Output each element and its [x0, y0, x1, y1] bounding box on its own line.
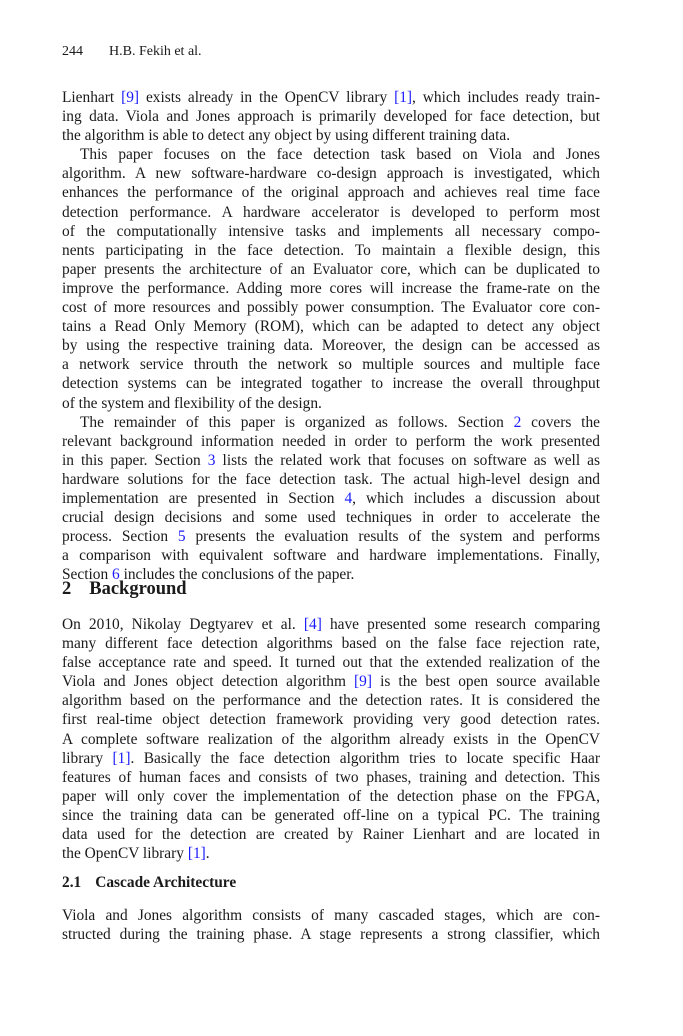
text-segment: a comparison with equivalent software and hardware implementations. Finally,: [62, 547, 600, 565]
text-line: [62, 126, 600, 145]
text-line: [62, 825, 600, 844]
text-segment: crucial design decisions and some used techniques in order to accelerate the: [62, 509, 600, 527]
citation-link[interactable]: [9]: [121, 89, 140, 106]
text-line: [62, 653, 600, 672]
section-title: Background: [89, 579, 187, 599]
text-line: [62, 546, 600, 565]
text-segment: This paper focuses on the face detection task based on Viola and Jones: [80, 146, 600, 164]
text-segment: enhances the performance of the original approach and achieves real time face: [62, 184, 600, 202]
text-segment: nents participating in the face detection. To maintain a flexible design, this: [62, 241, 600, 259]
text-segment: algorithm. A new software-hardware co-design approach is investigated, which: [62, 165, 600, 183]
text-segment: Viola and Jones object detection algorithm: [62, 673, 355, 691]
running-header: [62, 44, 228, 60]
text-line: [62, 145, 600, 164]
text-segment: implementation are presented in Section: [62, 489, 345, 507]
text-segment: detection systems can be integrated togather to increase the overall throughput: [62, 375, 600, 393]
paragraph: [62, 615, 600, 863]
subsection-number: 2.1: [62, 874, 82, 891]
subsection-title: Cascade Architecture: [95, 874, 237, 891]
text-line: [62, 768, 600, 787]
text-line: [62, 164, 600, 183]
citation-link[interactable]: 6: [112, 566, 120, 584]
text-segment: the OpenCV library: [62, 845, 188, 863]
text-line: [62, 355, 600, 374]
text-segment: false acceptance rate and speed. It turned out that the extended realization of the: [62, 654, 600, 672]
text-segment: structed during the training phase. A stage represents a strong classifier, which: [62, 926, 600, 944]
text-segment: Lienhart: [62, 89, 122, 106]
text-segment: relevant background information needed in order to perform the work presented: [62, 432, 600, 450]
text-line: [62, 432, 600, 451]
text-segment: tains a Read Only Memory (ROM), which can be adapted to detect any object: [62, 318, 600, 336]
text-line: [62, 88, 600, 107]
paragraph: [62, 88, 600, 145]
citation-link[interactable]: 2: [513, 413, 522, 431]
text-segment: Section: [62, 566, 113, 584]
text-line: [62, 317, 600, 336]
paragraph: [62, 413, 600, 585]
citation-link[interactable]: [4]: [303, 616, 322, 633]
text-segment: detection performance. A hardware accelerator is developed to perform most: [62, 203, 600, 221]
page-number: 244: [62, 44, 83, 59]
text-line: [62, 710, 600, 729]
citation-link[interactable]: [1]: [394, 89, 413, 106]
citation-link[interactable]: [1]: [112, 749, 131, 767]
text-segment: presents the evaluation results of the system and performs: [185, 528, 600, 546]
section-number: 2: [62, 579, 72, 599]
text-line: [62, 691, 600, 710]
text-segment: of the computationally intensive tasks and implements all necessary compo-: [62, 222, 600, 240]
text-segment: is the best open source available: [372, 673, 600, 691]
citation-link[interactable]: 5: [177, 528, 186, 546]
text-segment: of the system and flexibility of the design.: [62, 394, 322, 412]
text-segment: , which includes ready train-: [412, 89, 600, 106]
text-segment: cost of more resources and possibly power consumption. The Evaluator core con-: [62, 299, 600, 317]
text-line: [62, 906, 600, 925]
running-authors: H.B. Fekih et al.: [109, 44, 202, 59]
text-line: [62, 336, 600, 355]
text-segment: , which includes a discussion about: [352, 489, 600, 507]
text-line: [62, 925, 600, 944]
text-line: [62, 787, 600, 806]
text-segment: features of human faces and consists of two phases, training and detection. This: [62, 768, 600, 786]
section-heading-background: [62, 579, 187, 600]
text-segment: A complete software realization of the algorithm already exists in the OpenCV: [62, 730, 600, 748]
text-line: [62, 413, 600, 432]
text-segment: hardware solutions for the face detection task. The actual high-level design and: [62, 470, 600, 488]
text-line: [62, 806, 600, 825]
text-line: [62, 451, 600, 470]
text-segment: in this paper. Section: [62, 451, 208, 469]
text-segment: algorithm based on the performance and the detection rates. It is considered the: [62, 692, 600, 710]
text-line: [62, 470, 600, 489]
cascade-text: [62, 906, 600, 944]
text-segment: On 2010, Nikolay Degtyarev et al.: [62, 616, 304, 633]
text-segment: since the training data can be generated off-line on a typical PC. The training: [62, 806, 600, 824]
text-segment: by using the respective training data. Moreover, the design can be accessed as: [62, 337, 600, 355]
text-segment: ing data. Viola and Jones approach is primarily developed for face detection, but: [62, 108, 600, 126]
text-segment: library: [62, 749, 113, 767]
text-segment: lists the related work that focuses on software as well as: [215, 451, 600, 469]
introduction-text: [62, 88, 600, 584]
text-line: [62, 203, 600, 222]
text-segment: The remainder of this paper is organized as follows. Section: [80, 413, 514, 431]
text-segment: a network service throuth the network so multiple sources and multiple face: [62, 356, 600, 374]
text-segment: the algorithm is able to detect any object by using different training data.: [62, 127, 511, 145]
citation-link[interactable]: [1]: [187, 845, 206, 863]
text-segment: have presented some research comparing: [321, 616, 601, 633]
text-segment: includes the conclusions of the paper.: [119, 566, 355, 584]
text-line: [62, 241, 600, 260]
citation-link[interactable]: 3: [207, 451, 216, 469]
text-segment: data used for the detection are created by Rainer Lienhart and are located in: [62, 826, 600, 844]
text-segment: Viola and Jones algorithm consists of many cascaded stages, which are con-: [62, 907, 600, 924]
text-segment: first real-time object detection framework providing very good detection rates.: [62, 711, 600, 729]
text-line: [62, 298, 600, 317]
text-segment: exists already in the OpenCV library: [139, 89, 395, 106]
subsection-heading-cascade-architecture: [62, 874, 236, 892]
background-text: [62, 615, 600, 863]
text-line: [62, 749, 600, 768]
text-line: [62, 279, 600, 298]
text-line: [62, 672, 600, 691]
text-line: [62, 615, 600, 634]
text-line: [62, 394, 600, 413]
text-line: [62, 634, 600, 653]
paragraph: [62, 906, 600, 944]
text-segment: paper will only cover the implementation of the detection phase on the FPGA,: [62, 787, 600, 805]
paragraph: [62, 145, 600, 412]
citation-link[interactable]: [9]: [354, 673, 372, 691]
text-segment: process. Section: [62, 528, 178, 546]
text-line: [62, 527, 600, 546]
text-segment: covers the: [521, 413, 600, 431]
text-line: [62, 260, 600, 279]
text-line: [62, 508, 600, 527]
text-line: [62, 730, 600, 749]
text-segment: improve the performance. Adding more cores will increase the frame-rate on the: [62, 279, 600, 297]
text-line: [62, 844, 600, 863]
text-line: [62, 222, 600, 241]
text-line: [62, 107, 600, 126]
text-line: [62, 489, 600, 508]
text-line: [62, 183, 600, 202]
text-segment: many different face detection algorithms based on the false face rejection rate,: [62, 635, 600, 653]
text-segment: .: [205, 845, 210, 863]
text-segment: paper presents the architecture of an Evaluator core, which can be duplicated to: [62, 260, 600, 278]
citation-link[interactable]: 4: [344, 489, 353, 507]
text-line: [62, 374, 600, 393]
text-segment: . Basically the face detection algorithm tries to locate specific Haar: [130, 749, 601, 767]
